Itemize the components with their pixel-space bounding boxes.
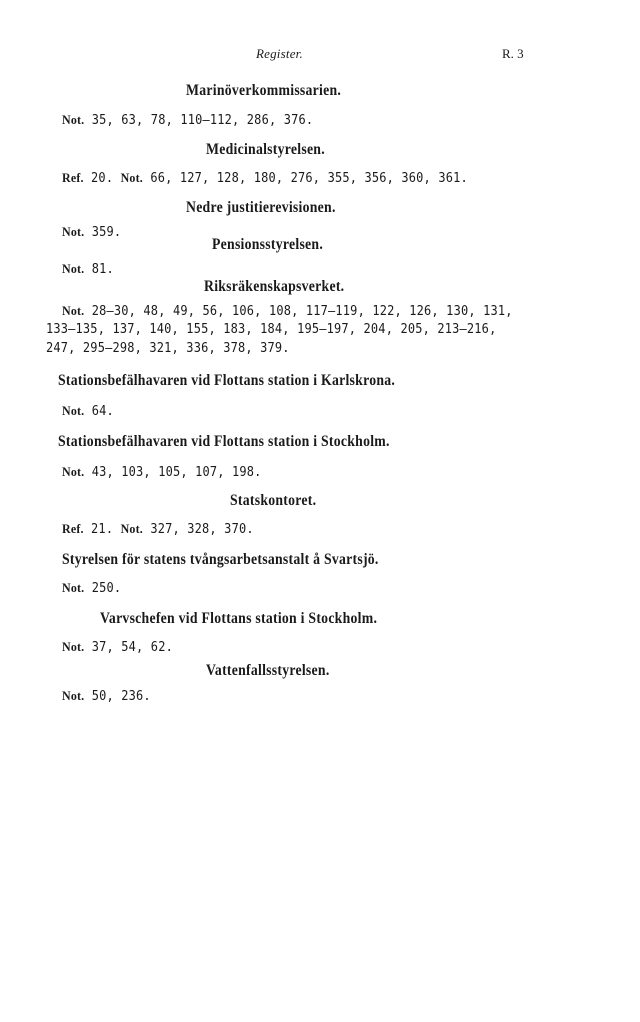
- entry-refs: 37, 54, 62.: [91, 640, 173, 655]
- entry-refs: 21.: [91, 522, 114, 537]
- entry-line: [62, 688, 151, 704]
- entry-line: [62, 521, 254, 537]
- entry-heading: Styrelsen för statens tvångsarbetsanstalt å Svartsjö.: [62, 551, 379, 568]
- entry-refs: 50, 236.: [91, 689, 151, 704]
- entry-heading: Pensionsstyrelsen.: [212, 236, 324, 253]
- entry-refs: 43, 103, 105, 107, 198.: [91, 465, 262, 480]
- entry-tag: Not.: [62, 464, 85, 479]
- entry-refs: 35, 63, 78, 110—112, 286, 376.: [91, 113, 314, 128]
- entry-heading: Nedre justitierevisionen.: [186, 199, 336, 216]
- entry-tag: Ref.: [62, 521, 84, 536]
- entry-refs: 64.: [91, 404, 114, 419]
- entry-heading: Marinöverkommissarien.: [186, 82, 342, 99]
- entry-heading: Stationsbefälhavaren vid Flottans station i Karlskrona.: [58, 372, 396, 389]
- entry-refs: 81.: [91, 262, 114, 277]
- entry-refs: 247, 295—298, 321, 336, 378, 379.: [46, 341, 290, 356]
- entry-line: [62, 639, 173, 655]
- entry-line: [46, 341, 290, 356]
- entry-tag: Not.: [62, 261, 85, 276]
- entry-heading: Statskontoret.: [230, 492, 317, 509]
- entry-tag: Not.: [62, 580, 85, 595]
- entry-heading: Stationsbefälhavaren vid Flottans station i Stockholm.: [58, 433, 390, 450]
- entry-refs: 28—30, 48, 49, 56, 106, 108, 117—119, 122, 126, 130, 131,: [91, 304, 513, 319]
- entry-tag: Not.: [120, 170, 143, 185]
- entry-tag: Not.: [62, 403, 85, 418]
- entry-tag: Not.: [62, 112, 85, 127]
- entry-refs: 359.: [91, 225, 122, 240]
- entry-line: [62, 303, 513, 319]
- entry-refs: 327, 328, 370.: [150, 522, 254, 537]
- entry-line: [62, 170, 468, 186]
- entry-refs: 20.: [91, 171, 114, 186]
- running-title: Register.: [256, 46, 303, 61]
- entry-line: [62, 580, 121, 596]
- entry-tag: Not.: [62, 688, 85, 703]
- entry-tag: Not.: [62, 639, 85, 654]
- page-number: R. 3: [502, 46, 524, 61]
- entry-refs: 133—135, 137, 140, 155, 183, 184, 195—197, 204, 205, 213—216,: [46, 322, 497, 337]
- entry-heading: Riksräkenskapsverket.: [204, 278, 345, 295]
- running-header: [0, 46, 640, 68]
- entry-line: [62, 112, 313, 128]
- entry-heading: Varvschefen vid Flottans station i Stockholm.: [100, 610, 378, 627]
- entry-tag: Not.: [62, 224, 85, 239]
- entry-refs: 66, 127, 128, 180, 276, 355, 356, 360, 361.: [150, 171, 468, 186]
- entry-heading: Medicinalstyrelsen.: [206, 141, 325, 158]
- entry-line: [62, 224, 121, 240]
- entry-line: [62, 403, 114, 419]
- entry-line: [62, 261, 114, 277]
- entry-tag: Ref.: [62, 170, 84, 185]
- entry-tag: Not.: [120, 521, 143, 536]
- entry-refs: 250.: [91, 581, 122, 596]
- entry-line: [46, 322, 496, 337]
- entry-heading: Vattenfallsstyrelsen.: [206, 662, 330, 679]
- entry-line: [62, 464, 262, 480]
- entry-tag: Not.: [62, 303, 85, 318]
